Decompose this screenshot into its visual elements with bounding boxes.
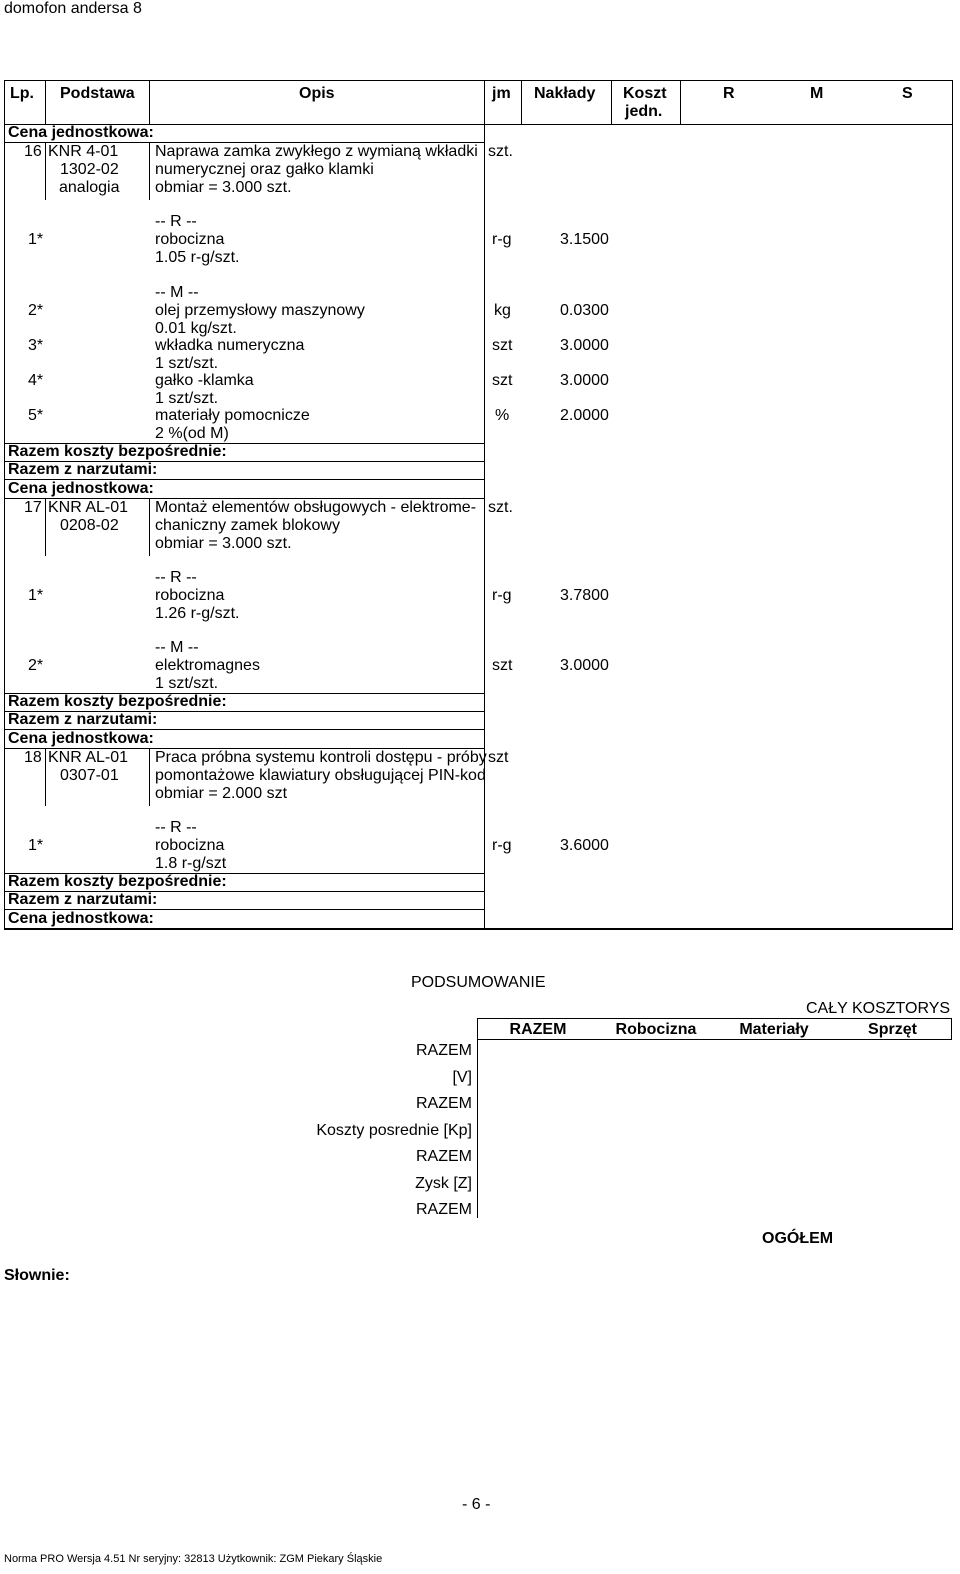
razem-narzut-label: Razem z narzutami:: [8, 711, 158, 728]
header-koszt-jedn: jedn.: [625, 103, 663, 120]
item-naklad: 3.1500: [560, 231, 609, 248]
cena-jednostkowa-label: Cena jednostkowa:: [8, 480, 154, 497]
item-naklad: 0.0300: [560, 302, 609, 319]
item-naklad: 3.0000: [560, 657, 609, 674]
item-name: wkładka numeryczna: [155, 337, 305, 354]
header-r: R: [723, 85, 735, 102]
item-norm: 0.01 kg/szt.: [155, 320, 237, 337]
header-jm: jm: [492, 85, 511, 102]
position-number: 17: [24, 499, 42, 516]
header-lp: Lp.: [10, 85, 34, 102]
position-number: 16: [24, 143, 42, 160]
item-naklad: 3.0000: [560, 372, 609, 389]
item-number: 5*: [28, 407, 44, 424]
item-name: gałko -klamka: [155, 372, 254, 389]
item-naklad: 3.7800: [560, 587, 609, 604]
item-jm: kg: [494, 302, 511, 319]
razem-narzut-label: Razem z narzutami:: [8, 891, 158, 908]
item-norm: 1.26 r-g/szt.: [155, 605, 240, 622]
opis-line: numerycznej oraz gałko klamki: [155, 161, 374, 178]
position-jm: szt.: [488, 499, 513, 516]
summary-col-sprzet: Sprzęt: [868, 1021, 917, 1038]
opis-line: obmiar = 3.000 szt.: [155, 535, 292, 552]
caly-kosztorys-label: CAŁY KOSZTORYS: [806, 1000, 951, 1017]
item-number: 1*: [28, 587, 44, 604]
item-name: elektromagnes: [155, 657, 260, 674]
razem-koszty-label: Razem koszty bezpośrednie:: [8, 873, 227, 890]
table-left-border: [4, 80, 5, 930]
item-number: 3*: [28, 337, 44, 354]
opis-line: obmiar = 3.000 szt.: [155, 179, 292, 196]
position-number: 18: [24, 749, 42, 766]
item-name: robocizna: [155, 837, 225, 854]
table-top-border: [4, 80, 953, 81]
item-norm: 1.8 r-g/szt: [155, 855, 227, 872]
item-number: 2*: [28, 657, 44, 674]
item-jm: r-g: [492, 587, 512, 604]
m-section-label: -- M --: [155, 284, 199, 301]
r-section-label: -- R --: [155, 819, 197, 836]
r-section-label: -- R --: [155, 213, 197, 230]
item-norm: 2 %(od M): [155, 425, 229, 442]
m-section-label: -- M --: [155, 639, 199, 656]
header-m: M: [810, 85, 824, 102]
item-name: robocizna: [155, 231, 225, 248]
podstawa-line: 0208-02: [60, 517, 119, 534]
razem-koszty-label: Razem koszty bezpośrednie:: [8, 443, 227, 460]
podstawa-line: KNR 4-01: [48, 143, 119, 160]
opis-line: chaniczny zamek blokowy: [155, 517, 340, 534]
item-name: robocizna: [155, 587, 225, 604]
item-norm: 1.05 r-g/szt.: [155, 249, 240, 266]
opis-line: obmiar = 2.000 szt: [155, 785, 288, 802]
header-opis: Opis: [299, 85, 335, 102]
podstawa-line: KNR AL-01: [48, 749, 129, 766]
item-name: olej przemysłowy maszynowy: [155, 302, 365, 319]
item-number: 2*: [28, 302, 44, 319]
summary-row-label: RAZEM: [416, 1095, 472, 1112]
item-jm: szt: [492, 372, 513, 389]
item-number: 1*: [28, 231, 44, 248]
podstawa-line: analogia: [59, 179, 120, 196]
summary-row-label: [V]: [452, 1069, 472, 1086]
podstawa-line: 1302-02: [60, 161, 119, 178]
header-naklady: Nakłady: [534, 85, 596, 102]
table-bottom-border: [4, 928, 953, 930]
razem-narzut-label: Razem z narzutami:: [8, 461, 158, 478]
cena-jednostkowa-label: Cena jednostkowa:: [8, 910, 154, 927]
item-jm: szt: [492, 657, 513, 674]
jm-column-border: [484, 80, 485, 928]
cena-jednostkowa-label: Cena jednostkowa:: [8, 730, 154, 747]
r-section-label: -- R --: [155, 569, 197, 586]
item-jm: %: [495, 407, 510, 424]
slownie-label: Słownie:: [4, 1267, 70, 1284]
item-number: 4*: [28, 372, 44, 389]
item-naklad: 2.0000: [560, 407, 609, 424]
summary-row-label: RAZEM: [416, 1201, 472, 1218]
item-jm: szt: [492, 337, 513, 354]
item-naklad: 3.0000: [560, 337, 609, 354]
footer-text: Norma PRO Wersja 4.51 Nr seryjny: 32813 Użytkownik: ZGM Piekary Śląskie: [4, 1553, 383, 1565]
position-jm: szt.: [488, 143, 513, 160]
table-right-border: [952, 80, 953, 930]
position-jm: szt: [488, 749, 509, 766]
opis-line: Montaż elementów obsługowych - elektrome-: [155, 499, 477, 516]
summary-col-robocizna: Robocizna: [615, 1021, 697, 1038]
podstawa-line: KNR AL-01: [48, 499, 129, 516]
opis-line: Praca próbna systemu kontroli dostępu - próby: [155, 749, 487, 766]
page-number: - 6 -: [462, 1496, 491, 1513]
item-norm: 1 szt/szt.: [155, 355, 219, 372]
item-norm: 1 szt/szt.: [155, 675, 219, 692]
summary-title: PODSUMOWANIE: [411, 974, 546, 991]
header-podstawa: Podstawa: [60, 85, 135, 102]
opis-line: pomontażowe klawiatury obsługującej PIN-kod: [155, 767, 486, 784]
cena-jednostkowa-label: Cena jednostkowa:: [8, 124, 154, 141]
item-jm: r-g: [492, 837, 512, 854]
item-naklad: 3.6000: [560, 837, 609, 854]
item-jm: r-g: [492, 231, 512, 248]
summary-col-materialy: Materiały: [739, 1021, 809, 1038]
item-norm: 1 szt/szt.: [155, 390, 219, 407]
document-title: domofon andersa 8: [4, 0, 142, 17]
item-number: 1*: [28, 837, 44, 854]
opis-line: Naprawa zamka zwykłego z wymianą wkładki: [155, 143, 478, 160]
summary-row-label: RAZEM: [416, 1042, 472, 1059]
header-s: S: [902, 85, 913, 102]
podstawa-line: 0307-01: [60, 767, 119, 784]
summary-row-label: Koszty posrednie [Kp]: [316, 1122, 472, 1139]
summary-row-label: RAZEM: [416, 1148, 472, 1165]
razem-koszty-label: Razem koszty bezpośrednie:: [8, 693, 227, 710]
summary-col-razem: RAZEM: [509, 1021, 567, 1038]
ogolem-label: OGÓŁEM: [762, 1230, 834, 1247]
item-name: materiały pomocnicze: [155, 407, 310, 424]
header-koszt: Koszt: [623, 85, 667, 102]
summary-row-label: Zysk [Z]: [415, 1175, 472, 1192]
